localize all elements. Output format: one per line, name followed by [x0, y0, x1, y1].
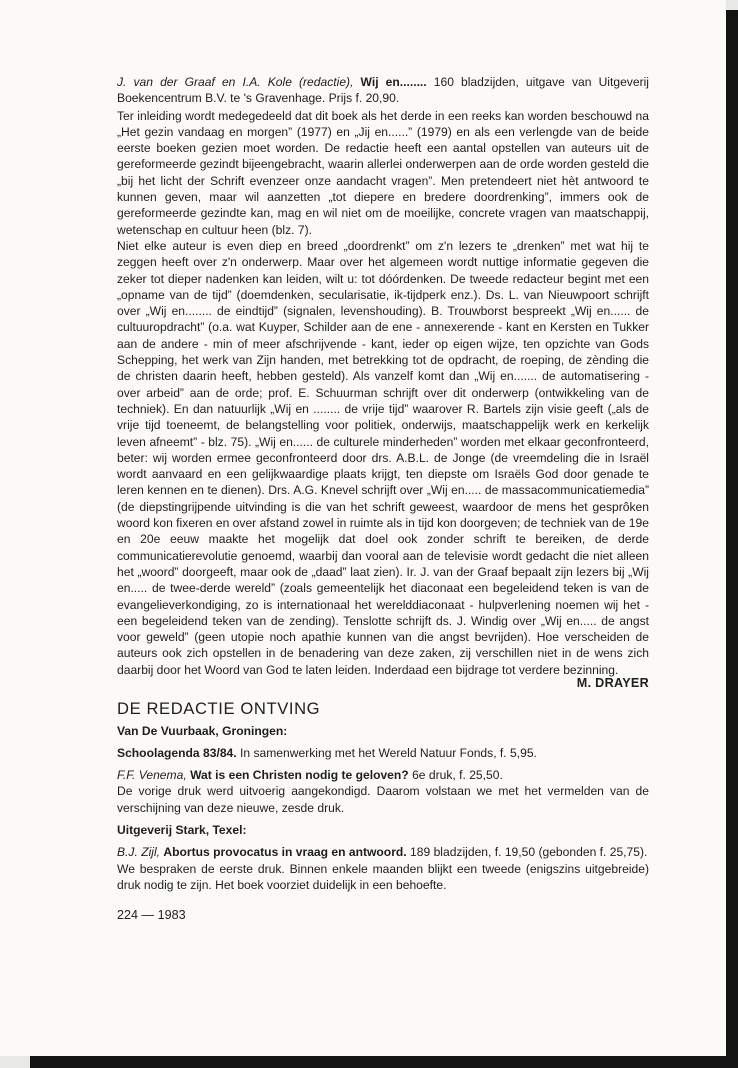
book-title: Wat is een Christen nodig te geloven? [190, 768, 409, 783]
scan-edge-right [726, 10, 738, 1068]
publisher-name: Uitgeverij Stark, Texel: [117, 823, 247, 838]
book-details: 6e druk, f. 25,50. [412, 768, 503, 783]
book-note: De vorige druk werd uitvoerig aangekondigd. Daarom volstaan we met het vermelden van de verschijning van deze nieuwe, zesde druk. [117, 784, 649, 815]
review-authors: J. van der Graaf en I.A. Kole (redactie), [117, 75, 354, 89]
review-heading [117, 74, 649, 107]
page-footer: 224 — 1983 [117, 908, 186, 923]
book-entry [117, 767, 649, 783]
publisher-name: Van De Vuurbaak, Groningen: [117, 723, 288, 738]
review-book-title: Wij en........ [360, 75, 427, 89]
scan-edge-bottom [30, 1056, 738, 1068]
review-paragraph-1: Ter inleiding wordt medegedeeld dat dit boek als het derde in een reeks kan worden beschouwd na „Het gezin vandaag en morgen” (1977) en „Jij en......” (1979) en als een verlengde van de beide eerste boeken gezien moet worden. De redactie heeft een aantal opstellen van auteurs uit de gereformeerde gezindt bijeengebracht, waarin allerlei onderwerpen aan de orde worden gesteld die „bij het licht der Schrift evenzeer onze aandacht vragen”. Men pretendeert niet hèt antwoord te kunnen geven, maar wil aanzetten „tot diepere en bredere doordrenking”, immers ook de gereformeerde gezindte kan, mag en wil niet om de moeilijke, concrete vragen van maatschappij, wetenschap en cultuur heen (blz. 7). [117, 108, 649, 237]
book-entry [117, 844, 649, 860]
review-paragraph-2: Niet elke auteur is even diep en breed „doordrenkt” om z'n lezers te „drenken” met wat hij te zeggen heeft over z'n onderwerp. Maar over het algemeen wordt nuttige informatie gegeven die zeker tot dieper nadenken kan leiden, wilt u: tot dóórdenken. De tweede redacteur begint met een „opname van de tijd” (doemdenken, secularisatie, ik-tijdperk enz.). Ds. L. van Nieuwpoort schrijft over „Wij en........ de eindtijd” (signalen, levenshouding). B. Trouwborst bespreekt „Wij en...... de cultuuropdracht” (o.a. wat Kuyper, Schilder aan de ene - annexerende - kant en Kersten en Tukker aan de andere - min of meer afschrijvende - kant, ieder op eigen wijze, ten opzichte van Gods Schepping, het werk van Zijn handen, met betrekking tot de opdracht, de roeping, de zènding die de christen daarin heeft, hebben gesteld). Als vanzelf komt dan „Wij en....... de automatisering - over arbeid” aan de orde; prof. E. Schuurman schrijft over dit onderwerp (ontwikkeling van de techniek). En dan natuurlijk „Wij en ........ de vrije tijd” waarover R. Bartels zijn visie geeft („als de vrije tijd toeneemt, de belangstelling voor politiek, onderwijs, maatschappelijk werk en kerkelijk leven afneemt” - blz. 75). „Wij en...... de culturele minderheden” worden met elkaar geconfronteerd, beter: wij worden ermee geconfronteerd door drs. A.B.L. de Jonge (de vreemdeling die in Israël wordt aanvaard en een gelijkwaardige plaats krijgt, ten diepste om Israëls God door genade te leren kennen en te dienen). Drs. A.G. Knevel schrijft over „Wij en..... de massacommunicatiemedia” (de diepstingrijpende uitvinding is die van het schrift geweest, waardoor de mens het gesprôken woord kon fixeren en over afstand zowel in ruimte als in tijd kon doorgeven; de techniek van de 19e en 20e eeuw maakte het mogelijk dat doel ook zonder schrift te bereiken, de derde communicatierevolutie genoemd, waarbij dan vooral aan de televisie wordt gedacht die niet alleen het „woord” doorgeeft, maar ook de „daad” laat zien). Ir. J. van der Graaf bepaalt zijn lezers bij „Wij en..... de twee-derde wereld” (zoals gemeentelijk het diaconaat een begeleidend teken is van de evangelieverkondiging, zo is internationaal het werelddiaconaat - hulpverlening noemen wij het - een begeleidend teken van de zending). Tenslotte schrijft ds. J. Windig over „Wij en..... de angst voor geweld” (geen utopie noch apathie kunnen van die angst bevrijden). Hoe verscheiden de auteurs ook zich opstellen in de benadering van deze zaken, zij verschillen niet in de wens zich daarbij door het Woord van God te laten leiden. Inderdaad een bijdrage tot verdere bezinning. [117, 238, 649, 677]
book-author: B.J. Zijl, [117, 845, 161, 860]
book-details: 189 bladzijden, f. 19,50 (gebonden f. 25,75). [410, 845, 648, 860]
review-signature: M. DRAYER [576, 675, 649, 690]
page-content [117, 74, 649, 924]
book-details: In samenwerking met het Wereld Natuur Fonds, f. 5,95. [240, 745, 537, 760]
section-title: DE REDACTIE ONTVING [117, 699, 321, 719]
book-note: We bespraken de eerste druk. Binnen enkele maanden blijkt een tweede (enigszins uitgebreide) druk nodig te zijn. Het boek voorziet duidelijk in een behoefte. [117, 861, 649, 892]
book-author: F.F. Venema, [117, 768, 187, 783]
book-title: Schoolagenda 83/84. [117, 745, 237, 760]
review-book-details: 160 bladzijden, uitgave van Uitgeverij Boekencentrum B.V. te 's Gravenhage. Prijs f. 20,90. [117, 75, 649, 106]
book-title: Abortus provocatus in vraag en antwoord. [163, 845, 407, 860]
book-entry [117, 745, 649, 761]
